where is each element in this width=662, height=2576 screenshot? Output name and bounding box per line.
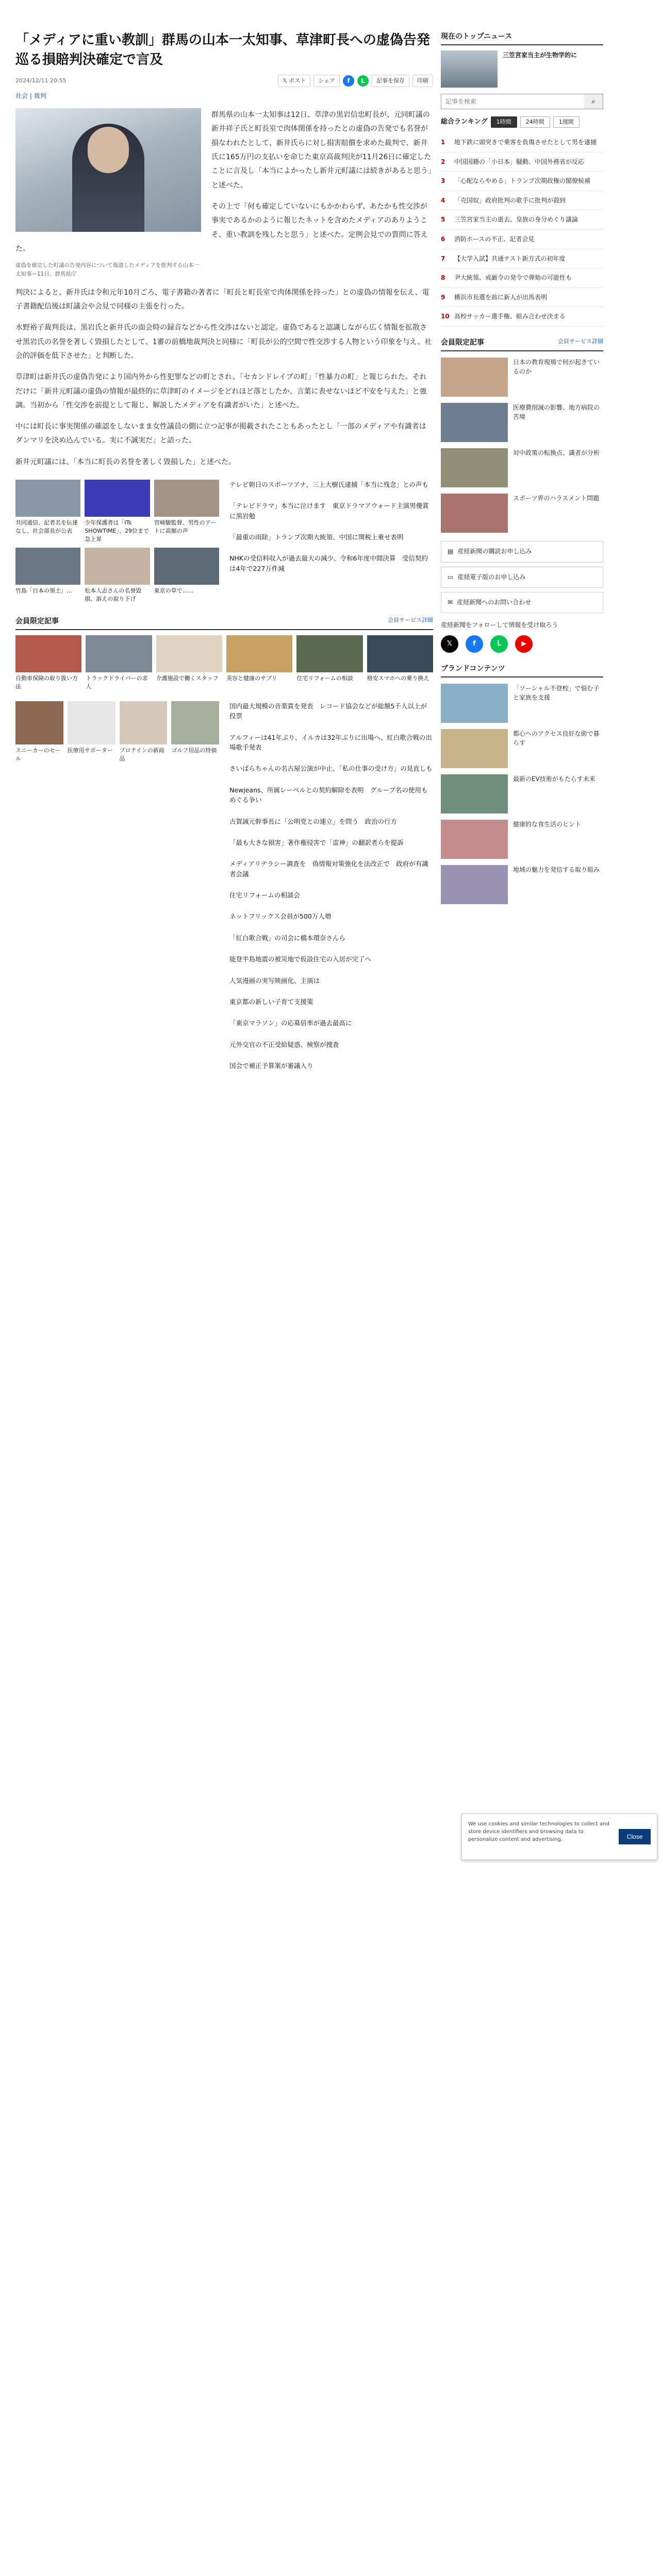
ranking-item[interactable]: 7 【大学入試】共通テスト新方式の初年度 [441, 249, 603, 269]
related-link[interactable]: 古賀誠元幹事長に「公明党との連立」を問う 政治の行方 [229, 817, 398, 825]
related-card[interactable]: 共同通信、記者名を伝達なし、社会部長が公表 [15, 480, 80, 544]
search-input[interactable] [441, 94, 584, 109]
facebook-icon[interactable]: f [343, 75, 354, 87]
ad-card[interactable]: トラックドライバーの求人 [86, 635, 152, 691]
section-header: 会員限定記事 会員サービス詳細 [15, 616, 433, 630]
follow-title: 産経新聞をフォローして情報を受け取ろう [441, 621, 558, 629]
search-button[interactable] [584, 94, 603, 109]
brand-item[interactable]: 最新のEV技術がもたらす未来 [441, 774, 603, 814]
brand-title: ブランドコンテンツ [441, 663, 603, 677]
ad-grid [15, 635, 433, 691]
photo-caption: 虚偽を確定した町議の告発内容について報道したメディアを批判する山本一太知事＝11日、群馬県庁 [15, 262, 199, 277]
related-link[interactable]: 「最重の雨除」トランプ次期大統領、中国に関税上乗せ表明 [229, 533, 404, 541]
related-link[interactable]: 住宅リフォームの相談会 [229, 891, 300, 900]
article-timestamp: 2024/12/11 20:55 [15, 77, 67, 84]
sidebar [441, 31, 603, 904]
cookie-close-button[interactable]: Close [619, 1829, 651, 1844]
brand-item[interactable]: 都心へのアクセス良好な街で暮らす [441, 729, 603, 768]
x-icon[interactable]: 𝕏 [441, 635, 458, 653]
subscribe-link[interactable]: ▤ 産経新聞の購読お申し込み [441, 541, 603, 562]
related-link[interactable]: NHKの受信料収入が過去最大の減少、令和6年度中間決算 受信契約は4年で227万件減 [229, 554, 428, 572]
related-link[interactable]: さいばらちゃんの名古屋公演が中止、「私の仕事の受け方」の見直しも [229, 765, 433, 773]
search-icon: ⌕ [591, 97, 595, 106]
top-news-item[interactable]: 三笠宮家当主が生物学的に [441, 50, 603, 88]
related-card[interactable]: 東京の草で…… [154, 548, 219, 603]
related-link[interactable]: 東京都の新しい子育て支援策 [229, 997, 313, 1006]
related-link[interactable]: 国内最大規模の音楽賞を発表 レコード協会などが総額5千人以上が投票 [229, 702, 427, 720]
related-card[interactable]: 少年保護者は「ITs SHOWTIME」、29位まで急上昇 [85, 480, 150, 544]
related-card[interactable]: 松本人志さんの名誉毀損、訴えの取り下げ [85, 548, 150, 603]
share-button[interactable]: シェア [313, 75, 340, 87]
tag-row: 社会 | 裁判 [15, 92, 46, 99]
ranking-item[interactable]: 6 消防ホースの不正、記者会見 [441, 230, 603, 249]
related-link[interactable]: Newjeans、所属レーベルとの契約解除を表明 グループ名の使用もめぐる争い [229, 786, 428, 804]
ranking-title: 総合ランキング [441, 117, 488, 126]
article-paragraph: 新井元町議には、「本当に町長の名誉を著しく毀損した」と述べた。 [15, 457, 236, 466]
ad-column-left [15, 701, 219, 1082]
related-card[interactable]: 宮崎駿監督、男性のアートに高額の声 [154, 480, 219, 544]
recommend-title: 会員限定記事 会員サービス詳細 [441, 337, 603, 351]
related-link[interactable]: 国会で補正予算案が審議入り [229, 1062, 313, 1070]
mail-icon: ✉ [448, 598, 453, 606]
recommend-item[interactable]: スポーツ界のハラスメント問題 [441, 494, 603, 533]
ad-card[interactable]: スニーカーのセール [15, 701, 63, 763]
ad-column-right [229, 701, 433, 1082]
tag-link[interactable]: 裁判 [34, 92, 46, 99]
ranking-item[interactable]: 5 三笠宮家当主の逝去、皇族の身分めぐり議論 [441, 210, 603, 230]
recommend-item[interactable]: 対中政策の転換点、識者が分析 [441, 448, 603, 487]
related-link[interactable]: アルフィーは41年ぶり、イルカは32年ぶりに出場へ、紅白歌合戦の出場歌手発表 [229, 733, 432, 752]
cookie-text: We use cookies and similar technologies to collect and store device identifiers and browsing data to personalize content and advertising. [468, 1821, 609, 1842]
ranking-item[interactable]: 9 横浜市長選を前に新人が出馬表明 [441, 288, 603, 308]
tab-24h[interactable]: 24時間 [520, 116, 550, 128]
ranking-item[interactable]: 10 高校サッカー選手権、組み合わせ決まる [441, 307, 603, 327]
brand-item[interactable]: 健康的な食生活のヒント [441, 820, 603, 859]
article-photo[interactable] [15, 108, 201, 232]
tab-1h[interactable]: 1時間 [491, 116, 517, 128]
bookmark-button[interactable]: 記事を保存 [372, 75, 409, 87]
x-icon: 𝕏 [282, 77, 289, 84]
ad-card[interactable]: 格安スマホへの乗り換え [367, 635, 433, 691]
ranking-item[interactable]: 2 中国国籍の「小日本」騒動、中国外務省が反応 [441, 152, 603, 172]
article-paragraph: 水野裕子裁判長は、黒岩氏と新井氏の面会時の録音などから性交渉はないと認定。虚偽であると認識しながら広く情報を拡散させ黒岩氏の名誉を著しく毀損したとして、1審の前橋地裁判決と同様に「町長が公的空間で性交渉する人物という印象を与え、社会的評価を低下させた」と判断した。 [15, 324, 432, 360]
related-link[interactable]: テレビ朝日のスポーツアナ、三上大樹氏逮捕「本当に残念」との声も [229, 480, 428, 488]
article-paragraph: 中には町長に事実関係の確認をしないまま女性議員の側に立つ記事が掲載されたこともあったとし「一部のメディアや有識者はダンマリを決め込んでいる。実に不誠実だ」と語った。 [15, 422, 426, 445]
device-icon: ▭ [448, 573, 454, 581]
ad-card[interactable]: 医療用サポーター [68, 701, 115, 763]
article-paragraph: その上で「何も確定していないにもかかわらず、あたかも性交渉が事実であるかのように報じたネットを含めたメディアのありようこそ、重い教訓を残したと思う」と述べた。定例会見での質問に答えた。 [15, 202, 428, 253]
article-paragraph: 草津町は新井氏の虚偽告発により国内外から性犯罪などの町とされ、「セカンドレイプの町」「性暴力の町」と報じられた。それだけに「新井元町議の虚偽の情報が最終的に草津町のイメージをどれほど落としたか、言葉に表せないほど不安を与えた」と強調。当初から「性交渉を前提として報じ、解説したメディアを有識者がいた」と述べた。 [15, 373, 427, 410]
ranking-header [441, 116, 603, 128]
ad-card[interactable]: プロテインの新商品 [120, 701, 168, 763]
related-link[interactable]: 「最も大きな損害」著作権侵害で「雷神」の翻訳者らを提訴 [229, 838, 404, 846]
recommend-item[interactable]: 日本の教育現場で何が起きているのか [441, 358, 603, 397]
ad-card[interactable]: 住宅リフォームの相談 [296, 635, 362, 691]
related-link[interactable]: 能登半島地震の被災地で仮設住宅の入居が完了へ [229, 955, 372, 963]
print-button[interactable]: 印刷 [412, 75, 433, 87]
follow-icons [441, 635, 603, 653]
ranking-item[interactable]: 8 尹大統領、戒厳令の発令で弾劾の可能性も [441, 268, 603, 288]
ad-card[interactable]: 自動車保険の取り扱い方法 [15, 635, 81, 691]
youtube-icon[interactable]: ▶ [515, 635, 533, 653]
share-toolbar [278, 75, 433, 87]
related-link[interactable]: 人気漫画の実写映画化、主演は [229, 976, 320, 985]
search-box [441, 94, 603, 109]
ad-card[interactable]: ゴルフ用品の特価 [171, 701, 219, 763]
related-links [229, 480, 433, 603]
related-link[interactable]: メディアリテラシー調査を 偽情報対策強化を法改正で 政府が有識者会議 [229, 860, 428, 878]
newspaper-icon: ▤ [448, 548, 454, 555]
related-link[interactable]: 元外交官の不正受給疑惑、検察が捜査 [229, 1040, 339, 1048]
line-icon[interactable]: L [490, 635, 508, 653]
tab-1w[interactable]: 1週間 [553, 116, 580, 128]
article-paragraph: 群馬県の山本一太知事は12日、草津の黒岩信忠町長が、元同町議の新井祥子氏と町長室で肉体関係を持ったとの虚偽の告発でも名誉が損なわれたとして、新井氏らに対し損害賠償を求めた裁判で、新井氏に165万円の支払いを命じた東京高裁判決が11月26日に確定したことに言及し「本当によかったし新井元町議には続きがあると思う」と述べた。 [211, 111, 432, 190]
brand-item[interactable]: 地域の魅力を発信する取り組み [441, 865, 603, 904]
article-title: 「メディアに重い教訓」群馬の山本一太知事、草津町長への虚偽告発巡る損賠判決確定で言及 [15, 32, 430, 67]
ranking-list [441, 133, 603, 327]
related-link[interactable]: 「東京マラソン」の応募倍率が過去最高に [229, 1019, 352, 1027]
tag-link[interactable]: 社会 [15, 92, 28, 99]
ranking-item[interactable]: 3 「心配ならやめる」トランプ次期政権の閣僚候補 [441, 172, 603, 191]
cookie-banner [461, 1814, 657, 1860]
x-post-button[interactable]: 𝕏 ポスト [278, 75, 310, 87]
related-link[interactable]: 「紅白歌合戦」の司会に橋本環奈さんら [229, 934, 346, 942]
more-link[interactable]: 会員サービス詳細 [388, 616, 433, 623]
recommend-item[interactable]: 医療費削減の影響、地方病院の苦境 [441, 403, 603, 442]
related-link[interactable]: ネットフリックス会員が500万人増 [229, 912, 332, 921]
related-link[interactable]: 「テレビドラマ」本当に泣けます 東京ドラマアウォード主演男優賞に黒岩勉 [229, 502, 429, 520]
facebook-icon[interactable]: f [466, 635, 483, 653]
article-paragraph: 判決によると、新井氏は令和元年10月ごろ、電子書籍の著者に「町長と町長室で肉体関係を持った」との虚偽の情報を伝え、電子書籍配信後は町議会や会見で同様の主張を行った。 [15, 288, 429, 311]
photo-face [88, 127, 129, 173]
line-icon[interactable]: L [357, 75, 369, 87]
contact-link[interactable]: ✉ 産経新聞へのお問い合わせ [441, 592, 603, 613]
top-news-title: 現在のトップニュース [441, 31, 603, 45]
top-news-thumb [441, 50, 498, 88]
main-column [15, 31, 433, 1082]
ranking-item[interactable]: 1 地下鉄に頭突きで乗客を負傷させたとして男を逮捕 [441, 133, 603, 152]
related-card[interactable]: 竹島「日本の領土」… [15, 548, 80, 603]
digital-link[interactable]: ▭ 産経電子版のお申し込み [441, 567, 603, 588]
ad-card[interactable]: 介護施設で働くスタッフ [156, 635, 222, 691]
ranking-item[interactable]: 4 「売国奴」政府批判の歌手に批判が殺到 [441, 191, 603, 211]
brand-item[interactable]: 「ソーシャル不登校」で悩む子と家族を支援 [441, 684, 603, 723]
related-photos [15, 480, 219, 603]
ad-card[interactable]: 美容と健康のサプリ [226, 635, 292, 691]
